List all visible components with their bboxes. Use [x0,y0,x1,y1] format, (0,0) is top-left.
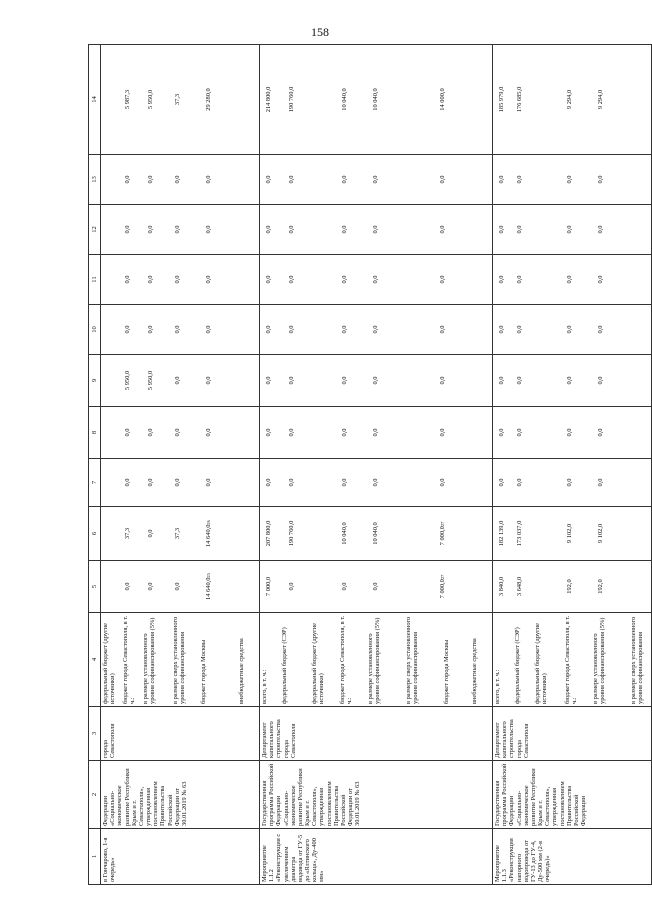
value-cell: 185 979,0 [498,86,506,113]
value-cell: 0,0 [597,325,605,334]
funding-source-label: бюджет города Москвы [200,639,207,704]
value-cell: 0,0 [174,225,182,234]
value-cell: 37,3 [124,527,132,540]
value-cell: 190 760,0 [288,520,296,547]
cell-col3: города Севастополя [101,707,260,761]
value-column-14 [493,45,652,155]
value-cell: 0,0 [439,225,447,234]
value-cell: 0,0 [597,376,605,385]
value-cell: 0,0 [372,428,380,437]
value-cell: 3 648,0 [516,576,524,597]
value-cell: 0,0 [439,376,447,385]
value-cell: 0,0 [124,325,132,334]
value-cell: 0,0 [288,275,296,284]
value-cell: 0,0 [566,175,574,184]
funding-source-label: в размере установленного уровня софинансирования (5%) [592,617,607,704]
value-column-11 [260,255,493,305]
value-column-9 [493,355,652,407]
value-cell: 0,0 [341,582,349,591]
value-cell: 0,0 [147,582,155,591]
value-cell: 10 040,0 [372,522,380,545]
value-column-8 [101,407,260,459]
cell-col3: Департамент капитального строительства города Севастополя [260,707,493,761]
value-cell: 0,0 [516,325,524,334]
value-cell: 14 640,0 [205,577,213,600]
value-column-10 [493,305,652,355]
value-cell: 0,0 [124,428,132,437]
value-column-7 [493,459,652,507]
value-cell: 29 280,0 [205,88,213,111]
value-cell: 0,0 [124,225,132,234]
value-column-14 [101,45,260,155]
value-cell: 0,0 [147,529,155,538]
value-cell: 0,0 [205,175,213,184]
funding-source-label: внебюджетные средства [471,638,478,704]
value-cell: 10 040,0 [341,522,349,545]
value-cell: 0,0 [205,376,213,385]
value-cell: 0,0 [124,582,132,591]
value-cell: 182 139,0 [498,520,506,547]
value-column-11 [101,255,260,305]
funding-source-label: в размере установленного уровня софинансирования (5%) [142,617,157,704]
funding-source-label: федеральный бюджет (другие источники) [311,623,326,704]
value-cell: 9 102,0 [566,523,574,544]
value-cell: 5 950,0 [147,370,155,391]
value-cell: 0,0 [205,325,213,334]
value-cell: 9 102,0 [597,523,605,544]
value-cell: 5 987,3 [124,89,132,110]
value-cell: 0,0 [174,478,182,487]
value-cell: 0,0 [174,325,182,334]
value-cell: 0,0 [566,428,574,437]
value-cell: 0,0 [288,478,296,487]
header-cell-12: 12 [89,205,101,255]
value-column-8 [260,407,493,459]
value-cell: 0,0 [341,225,349,234]
header-cell-8: 8 [89,407,101,459]
funding-source-label: федеральный бюджет (другие источники) [102,623,117,704]
value-cell: 0,0 [566,478,574,487]
value-cell: 0,0 [205,428,213,437]
value-cell: 0,0 [265,428,273,437]
value-cell: 5 950,0 [124,370,132,391]
value-column-13 [101,155,260,205]
value-column-10 [101,305,260,355]
source-column [260,613,493,707]
value-cell: 0,0 [372,478,380,487]
value-cell: 190 760,0 [288,86,296,113]
header-cell-14: 14 [89,45,101,155]
value-cell: 5 950,0 [147,89,155,110]
value-column-12 [101,205,260,255]
value-column-6 [493,507,652,561]
header-cell-11: 11 [89,255,101,305]
value-cell: 0,0 [566,325,574,334]
value-cell: 0,0 [516,175,524,184]
value-column-6: 207 800,0 190 760,0 10 040,0 10 040,0 7 000,0 27 [260,507,493,561]
value-column-11 [493,255,652,305]
cell-col2: Федерации «Социально-экономическое развитие Республики Крым и г. Севастополя», утвержденная постановлением Правительства Российской Федерации от 30.01.2019 № 63 [101,761,260,829]
value-cell: 3 840,0 [498,576,506,597]
cell-col1: Мероприятие 1.1.2 «Реконструкция с увеличением диаметра водовода от ГУ-5 до «Ялтинского кольца», Ду-400 мм» [260,829,493,885]
value-column-13 [260,155,493,205]
value-cell: 0,0 [566,225,574,234]
funding-source-label: федеральный бюджет (СЭР) [281,627,288,704]
value-cell: 0,0 [265,478,273,487]
value-cell: 0,0 [498,275,506,284]
value-cell: 0,0 [147,225,155,234]
funding-source-label: в размере установленного уровня софинансирования (5%) [367,617,382,704]
value-cell: 0,0 [498,325,506,334]
header-row [89,45,101,885]
value-cell: 0,0 [205,478,213,487]
header-cell-1: 1 [89,829,101,885]
value-cell: 0,0 [372,376,380,385]
value-cell: 0,0 [372,225,380,234]
source-column [101,613,260,707]
source-column [493,613,652,707]
value-cell: 0,0 [265,275,273,284]
value-cell: 0,0 [265,175,273,184]
cell-col2: Государственная программа Российской Федерации «Социально-экономическое развитие Республики Крым и г. Севастополя», утвержденная постановлением Правительства Российской Федерации [493,761,652,829]
value-cell: 0,0 [566,376,574,385]
value-cell: 7 000,0 [265,576,273,597]
cell-col3: Департамент капитального строительства города Севастополя [493,707,652,761]
page-number: 158 [311,25,329,39]
value-cell: 0,0 [124,478,132,487]
header-cell-3: 3 [89,707,101,761]
value-cell: 0,0 [147,325,155,334]
value-cell: 0,0 [498,376,506,385]
value-cell: 0,0 [265,325,273,334]
value-cell: 0,0 [288,175,296,184]
header-cell-10: 10 [89,305,101,355]
value-cell: 10 040,0 [372,88,380,111]
value-cell: 0,0 [341,325,349,334]
value-cell: 0,0 [288,225,296,234]
funding-source-label: всего, в т. ч.: [261,669,268,704]
value-cell: 0,0 [439,175,447,184]
funding-source-label: бюджет города Севастополя, в т. ч.: [122,615,137,704]
value-cell: 14 640,0 [205,524,213,547]
value-cell: 0,0 [498,478,506,487]
value-cell: 14 000,0 [439,88,447,111]
rotated-table-wrapper [88,45,645,885]
cell-col1: в Гончарово, 1-я очередь» [101,829,260,885]
value-cell: 0,0 [372,582,380,591]
value-cell: 0,0 [341,275,349,284]
cell-col1: Мероприятие 1.1.3 «Реконструкция напорного водопровода от ГУ-13 до ГУ-4, Ду-500 мм (2-я очередь)» [493,829,652,885]
value-cell: 0,0 [341,428,349,437]
value-cell: 0,0 [516,478,524,487]
value-cell: 0,0 [147,175,155,184]
funding-source-label: федеральный бюджет (другие источники) [534,623,549,704]
value-cell: 37,3 [174,527,182,540]
value-cell: 0,0 [439,428,447,437]
value-cell: 10 040,0 [341,88,349,111]
value-cell: 0,0 [205,225,213,234]
value-column-14 [260,45,493,155]
value-cell: 0,0 [124,275,132,284]
value-cell: 0,0 [124,175,132,184]
value-cell: 0,0 [288,325,296,334]
value-cell: 0,0 [341,175,349,184]
value-cell: 0,0 [439,478,447,487]
table-row [260,45,493,885]
funding-source-label: бюджет города Москвы [443,639,450,704]
value-cell: 0,0 [498,175,506,184]
value-cell: 0,0 [372,275,380,284]
value-cell: 0,0 [516,428,524,437]
value-cell: 0,0 [341,376,349,385]
value-cell: 0,0 [205,275,213,284]
funding-source-label: федеральный бюджет (СЭР) [514,627,521,704]
header-cell-2: 2 [89,761,101,829]
value-column-9 [260,355,493,407]
value-cell: 0,0 [439,325,447,334]
value-cell: 0,0 [439,275,447,284]
value-cell: 0,0 [174,582,182,591]
value-column-7 [260,459,493,507]
value-cell: 0,0 [341,478,349,487]
header-cell-5: 5 [89,561,101,613]
value-cell: 7 000,0 [439,526,447,546]
funding-source-label: в размере сверх установленного уровня софинансирования [172,616,187,704]
value-cell: 207 800,0 [265,520,273,547]
value-cell: 176 685,0 [516,86,524,113]
funding-source-label: внебюджетные средства [238,638,245,704]
value-cell: 0,0 [147,478,155,487]
header-cell-13: 13 [89,155,101,205]
value-cell: 0,0 [372,325,380,334]
value-cell: 0,0 [372,175,380,184]
value-cell: 0,0 [174,428,182,437]
value-cell: 9 294,0 [597,89,605,110]
funding-source-label: бюджет города Севастополя, в т. ч.: [564,615,579,704]
header-cell-4: 4 [89,613,101,707]
value-column-13 [493,155,652,205]
value-column-8 [493,407,652,459]
value-column-10 [260,305,493,355]
value-cell: 0,0 [597,428,605,437]
value-column-9 [101,355,260,407]
table-row [101,45,260,885]
value-cell: 0,0 [597,275,605,284]
value-cell: 0,0 [597,175,605,184]
value-cell: 0,0 [288,582,296,591]
value-cell: 0,0 [265,225,273,234]
value-cell: 0,0 [498,225,506,234]
value-cell: 0,0 [516,275,524,284]
value-cell: 0,0 [288,428,296,437]
cell-col2: Государственная программа Российской Федерации «Социально-экономическое развитие Республики Крым и г. Севастополя», утвержденная постановлением Правительства Российской Федерации от 30.01.2019 № 63 [260,761,493,829]
value-cell: 0,0 [174,376,182,385]
value-column-12 [493,205,652,255]
value-cell: 0,0 [265,376,273,385]
value-cell: 192,0 [597,579,605,594]
value-cell: 173 037,0 [516,520,524,547]
value-cell: 0,0 [174,175,182,184]
value-column-5: 7 000,0 0,0 0,0 0,0 7 000,0 27 [260,561,493,613]
funding-source-label: бюджет города Севастополя, в т. ч.: [339,615,354,704]
value-cell: 0,0 [566,275,574,284]
value-column-7 [101,459,260,507]
value-cell: 37,3 [174,93,182,106]
table-row [493,45,652,885]
value-cell: 0,0 [516,225,524,234]
value-cell: 0,0 [597,478,605,487]
value-cell: 0,0 [288,376,296,385]
funding-source-label: в размере сверх установленного уровня софинансирования [630,616,645,704]
value-column-12 [260,205,493,255]
value-cell: 0,0 [174,275,182,284]
value-cell: 0,0 [147,275,155,284]
funding-source-label: всего, в т. ч.: [494,669,501,704]
value-column-5: 0,0 0,0 0,0 14 640,0 25 [101,561,260,613]
value-cell: 0,0 [597,225,605,234]
value-column-6: 37,3 0,0 37,3 14 640,0 26 [101,507,260,561]
value-cell: 0,0 [147,428,155,437]
header-cell-9: 9 [89,355,101,407]
value-cell: 0,0 [516,376,524,385]
value-cell: 0,0 [498,428,506,437]
header-cell-7: 7 [89,459,101,507]
value-cell: 7 000,0 [439,579,447,599]
value-cell: 9 294,0 [566,89,574,110]
value-cell: 192,0 [566,579,574,594]
budget-table [88,44,652,885]
value-cell: 214 800,0 [265,86,273,113]
header-cell-6: 6 [89,507,101,561]
funding-source-label: в размере сверх установленного уровня софинансирования [405,616,420,704]
value-column-5 [493,561,652,613]
